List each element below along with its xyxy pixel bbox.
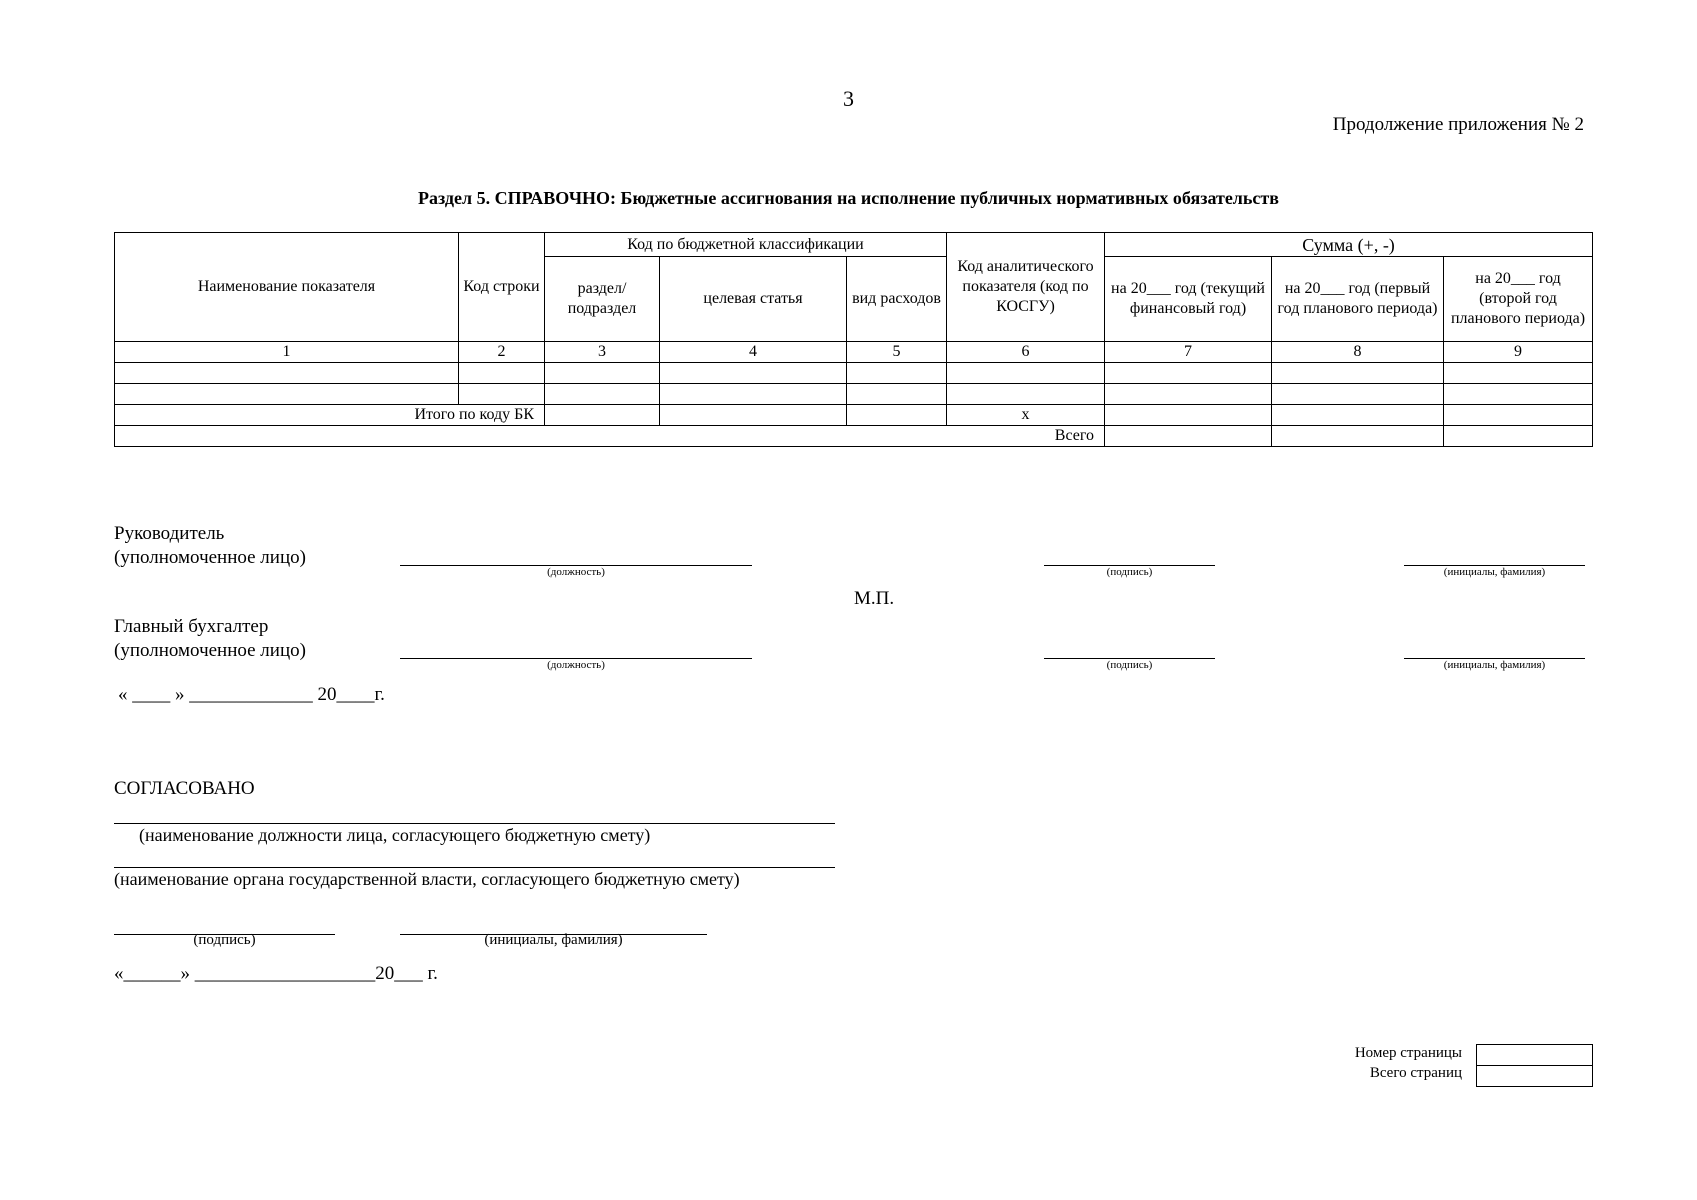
accountant-label	[114, 615, 306, 663]
agreed-initials-caption: (инициалы, фамилия)	[484, 932, 623, 948]
cell[interactable]	[947, 363, 1105, 384]
column-number: 5	[847, 342, 947, 363]
header-analytic-code: Код аналитического показателя (код по КОСГУ)	[947, 233, 1105, 342]
cell[interactable]	[115, 384, 459, 405]
cell[interactable]	[459, 384, 545, 405]
cell[interactable]	[660, 405, 847, 426]
cell[interactable]	[847, 384, 947, 405]
stamp-place: М.П.	[854, 588, 895, 609]
grand-total-label: Всего	[115, 426, 1105, 447]
cell[interactable]	[660, 384, 847, 405]
cell[interactable]	[545, 363, 660, 384]
column-number: 8	[1272, 342, 1444, 363]
cell[interactable]	[1272, 405, 1444, 426]
page-number: 3	[843, 86, 854, 111]
cell[interactable]	[459, 363, 545, 384]
total-pages-box[interactable]	[1477, 1066, 1593, 1087]
accountant-signature-caption: (подпись)	[1106, 659, 1153, 671]
cell[interactable]	[545, 405, 660, 426]
accountant-label-line1: Главный бухгалтер	[114, 616, 269, 637]
cell[interactable]	[1272, 384, 1444, 405]
head-position-caption: (должность)	[547, 566, 605, 578]
header-name: Наименование показателя	[115, 233, 459, 342]
column-number: 4	[660, 342, 847, 363]
agreed-date[interactable]: «______» ___________________20___ г.	[114, 963, 438, 984]
appendix-note: Продолжение приложения № 2	[1332, 114, 1584, 135]
header-sum-group: Сумма (+, -)	[1105, 233, 1593, 257]
header-expense-type: вид расходов	[847, 257, 947, 342]
agreed-signature-caption: (подпись)	[193, 932, 256, 948]
head-label	[114, 522, 306, 570]
total-bk-row	[115, 405, 1593, 426]
agreed-position-note: (наименование должности лица, согласующего бюджетную смету)	[139, 825, 651, 845]
cell[interactable]	[1105, 384, 1272, 405]
cell[interactable]	[1444, 363, 1593, 384]
table-row	[115, 384, 1593, 405]
head-initials-caption: (инициалы, фамилия)	[1443, 566, 1546, 578]
head-signature-caption: (подпись)	[1106, 566, 1153, 578]
cell[interactable]	[1105, 405, 1272, 426]
cell[interactable]	[1272, 363, 1444, 384]
cell[interactable]	[1105, 426, 1272, 447]
column-number: 6	[947, 342, 1105, 363]
header-target: целевая статья	[660, 257, 847, 342]
cell[interactable]	[545, 384, 660, 405]
page-counter-boxes	[1476, 1044, 1593, 1087]
agreed-authority-line[interactable]	[114, 867, 835, 868]
cell[interactable]	[115, 363, 459, 384]
agreed-title: СОГЛАСОВАНО	[114, 778, 255, 799]
cell[interactable]	[1272, 426, 1444, 447]
cell[interactable]	[660, 363, 847, 384]
column-number: 1	[115, 342, 459, 363]
cell[interactable]	[1444, 426, 1593, 447]
header-bk-group: Код по бюджетной классификации	[545, 233, 947, 257]
agreed-position-line[interactable]	[114, 823, 835, 824]
column-number: 9	[1444, 342, 1593, 363]
page-number-label: Номер страницы	[1354, 1045, 1462, 1061]
accountant-label-line2: (уполномоченное лицо)	[114, 640, 306, 661]
signature-date[interactable]: « ____ » _____________ 20____г.	[118, 684, 385, 705]
column-number: 7	[1105, 342, 1272, 363]
total-pages-label: Всего страниц	[1369, 1065, 1462, 1081]
total-bk-label: Итого по коду БК	[115, 405, 545, 426]
agreed-authority-note: (наименование органа государственной власти, согласующего бюджетную смету)	[114, 869, 740, 889]
accountant-initials-caption: (инициалы, фамилия)	[1443, 659, 1546, 671]
head-label-line2: (уполномоченное лицо)	[114, 547, 306, 568]
accountant-position-caption: (должность)	[547, 659, 605, 671]
header-year-second: на 20___ год (второй год планового периода)	[1444, 257, 1593, 342]
header-section: раздел/ подраздел	[545, 257, 660, 342]
head-label-line1: Руководитель	[114, 523, 225, 544]
grand-total-row	[115, 426, 1593, 447]
header-row-code: Код строки	[459, 233, 545, 342]
table-row	[115, 363, 1593, 384]
column-number: 3	[545, 342, 660, 363]
column-numbers-row	[115, 342, 1593, 363]
obligations-table	[114, 232, 1593, 447]
header-year-current: на 20___ год (текущий финансовый год)	[1105, 257, 1272, 342]
cell[interactable]	[1444, 405, 1593, 426]
cell[interactable]	[947, 384, 1105, 405]
cell[interactable]	[847, 405, 947, 426]
cell[interactable]	[1105, 363, 1272, 384]
header-year-first: на 20___ год (первый год планового периода)	[1272, 257, 1444, 342]
cell[interactable]	[1444, 384, 1593, 405]
column-number: 2	[459, 342, 545, 363]
section-title: Раздел 5. СПРАВОЧНО: Бюджетные ассигнования на исполнение публичных нормативных обязательств	[418, 188, 1279, 208]
cell[interactable]	[847, 363, 947, 384]
total-bk-x: x	[947, 405, 1105, 426]
page-number-box[interactable]	[1477, 1045, 1593, 1066]
